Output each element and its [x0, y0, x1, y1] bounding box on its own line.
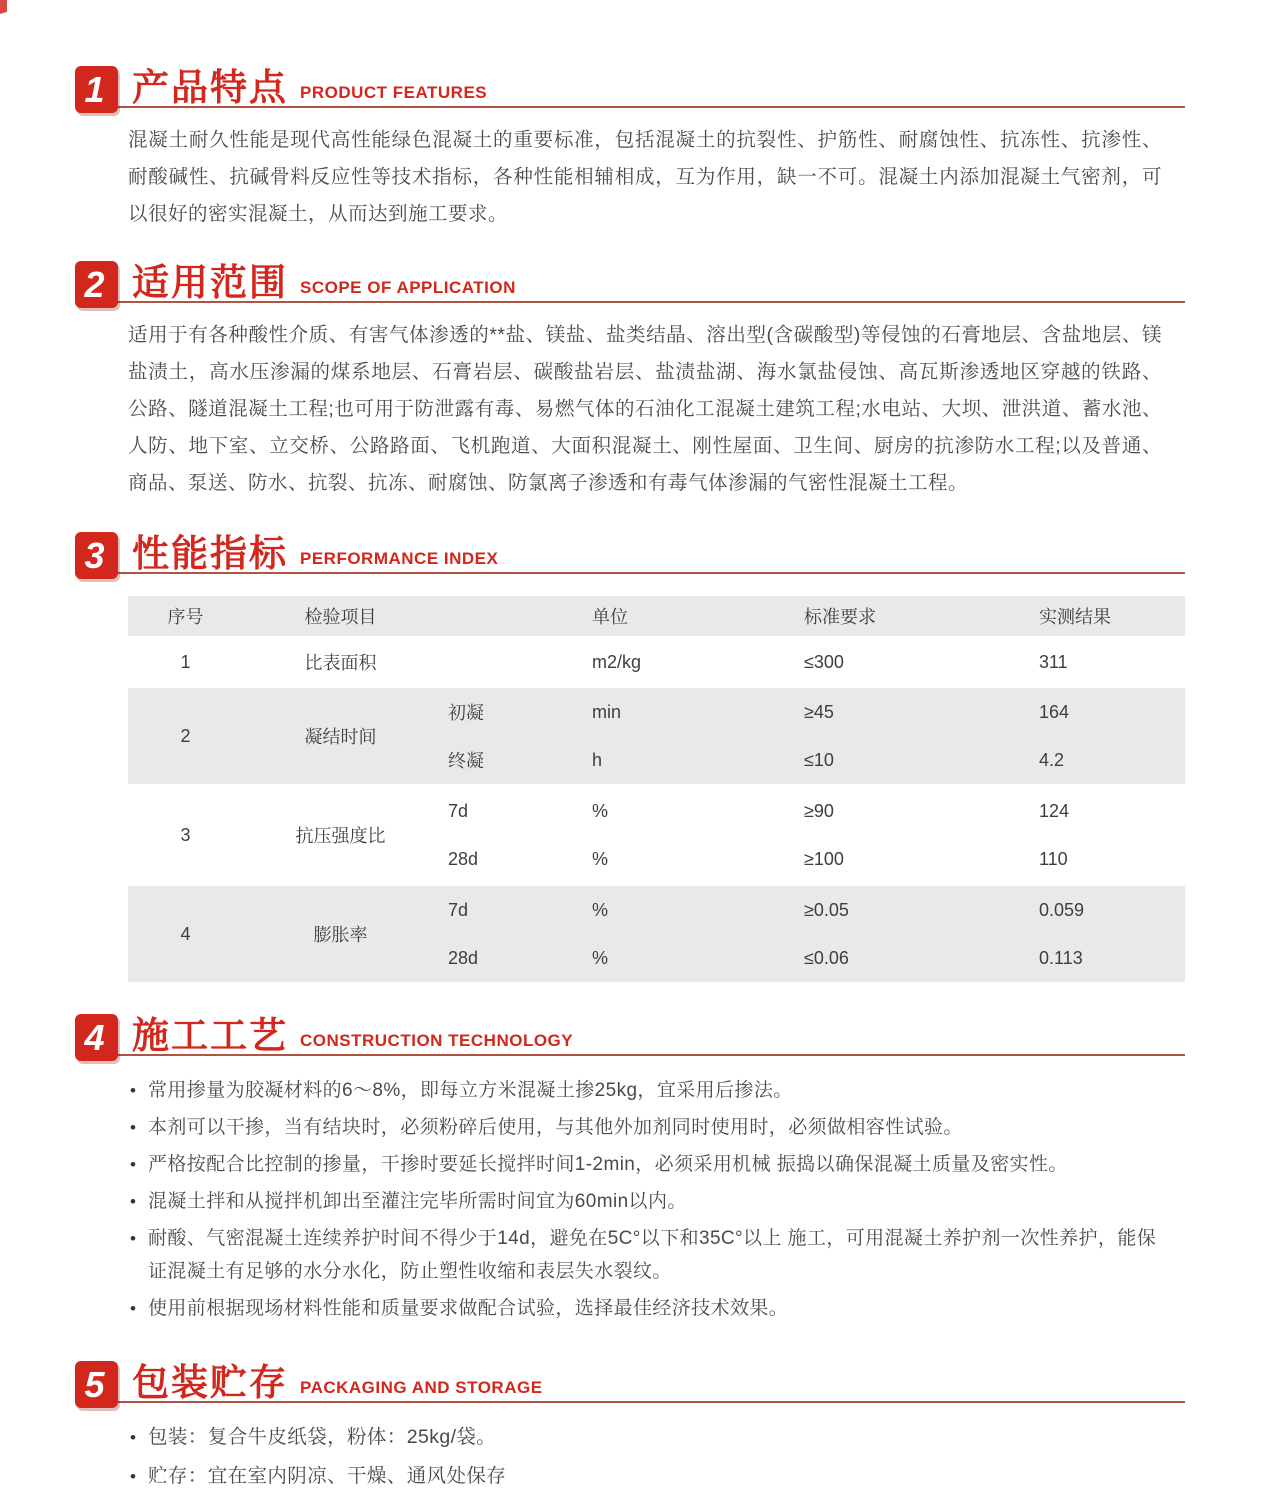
table-row [128, 886, 1185, 982]
page-corner-mark [0, 0, 7, 14]
list-item: • 使用前根据现场材料性能和质量要求做配合试验，选择最佳经济技术效果。 [128, 1292, 1168, 1325]
section-number-badge [75, 66, 118, 113]
list-item: • 混凝土拌和从搅拌机卸出至灌注完毕所需时间宜为60min以内。 [128, 1185, 1168, 1218]
table-header-result: 实测结果 [1039, 607, 1111, 627]
table-header-requirement: 标准要求 [804, 607, 876, 627]
section-number: 5 [84, 1363, 105, 1405]
section-number-badge [75, 1361, 118, 1408]
cell-requirement: ≥90 [804, 800, 834, 821]
section-title-zh: 性能指标 [132, 533, 288, 574]
cell-unit: m2/kg [592, 651, 642, 672]
table-subrow [438, 886, 1185, 934]
construction-bullet-list [128, 1074, 1168, 1325]
table-row [128, 639, 1185, 685]
table-header-unit: 单位 [592, 607, 628, 627]
cell-unit: % [592, 947, 609, 968]
section-title-zh: 产品特点 [132, 67, 288, 108]
cell-result: 311 [1039, 651, 1068, 672]
list-item: • 贮存：宜在室内阴凉、干燥、通风处保存 [128, 1460, 1168, 1493]
cell-sub: 28d [448, 848, 479, 869]
cell-result: 124 [1039, 800, 1070, 821]
table-subrow [438, 934, 1185, 982]
section-number: 2 [84, 263, 105, 305]
section-number: 4 [84, 1016, 105, 1058]
table-subrow [438, 736, 1185, 784]
table-subrow [438, 835, 1185, 883]
cell-sub: 终凝 [448, 751, 484, 771]
section-header [75, 1002, 1185, 1056]
cell-requirement: ≤10 [804, 749, 834, 770]
cell-sub: 7d [448, 800, 469, 821]
cell-requirement: ≥0.05 [804, 899, 849, 920]
list-item: • 耐酸、气密混凝土连续养护时间不得少于14d，避免在5C°以下和35C°以上 施工，可用混凝土养护剂一次性养护，能保证混凝土有足够的水分水化，防止塑性收缩和表层失水裂纹。 [128, 1222, 1168, 1288]
section-performance-index [75, 520, 1185, 982]
section-number: 3 [84, 534, 105, 576]
cell-unit: % [592, 800, 609, 821]
cell-unit: % [592, 899, 609, 920]
section-header [75, 249, 1185, 303]
cell-requirement: ≤300 [804, 651, 844, 672]
cell-no: 2 [180, 725, 191, 746]
cell-requirement: ≥45 [804, 701, 834, 722]
cell-item: 膨胀率 [313, 925, 368, 945]
section-paragraph: 混凝土耐久性能是现代高性能绿色混凝土的重要标准，包括混凝土的抗裂性、护筋性、耐腐蚀性、抗冻性、抗渗性、耐酸碱性、抗碱骨料反应性等技术指标，各种性能相辅相成，互为作用，缺一不可。混凝土内添加混凝土气密剂，可以很好的密实混凝土，从而达到施工要求。 [128, 129, 1162, 225]
performance-table [128, 596, 1185, 982]
section-title-en: SCOPE OF APPLICATION [300, 278, 516, 297]
section-title-zh: 适用范围 [132, 262, 288, 303]
section-title-en: PERFORMANCE INDEX [300, 549, 499, 568]
section-construction-technology [75, 1002, 1185, 1325]
cell-result: 164 [1039, 701, 1070, 722]
table-subrow [438, 688, 1185, 736]
section-title-zh: 包装贮存 [132, 1362, 288, 1403]
section-title-en: CONSTRUCTION TECHNOLOGY [300, 1031, 574, 1050]
cell-requirement: ≤0.06 [804, 947, 849, 968]
section-number-badge [75, 532, 118, 579]
cell-result: 0.059 [1039, 899, 1085, 920]
cell-unit: h [592, 749, 603, 770]
cell-no: 4 [180, 923, 191, 944]
cell-result: 4.2 [1039, 749, 1065, 770]
cell-item: 抗压强度比 [295, 826, 386, 846]
cell-requirement: ≥100 [804, 848, 844, 869]
section-header [75, 54, 1185, 108]
list-item: • 严格按配合比控制的掺量，干掺时要延长搅拌时间1-2min，必须采用机械 振捣以确保混凝土质量及密实性。 [128, 1148, 1168, 1181]
table-header-no: 序号 [167, 607, 204, 627]
table-row [128, 688, 1185, 784]
section-packaging-and-storage [75, 1349, 1185, 1493]
cell-item: 凝结时间 [304, 727, 377, 747]
list-item: • 本剂可以干掺，当有结块时，必须粉碎后使用，与其他外加剂同时使用时，必须做相容性试验。 [128, 1111, 1168, 1144]
section-header [75, 520, 1185, 574]
cell-no: 3 [180, 824, 191, 845]
cell-sub: 28d [448, 947, 479, 968]
cell-unit: % [592, 848, 609, 869]
list-item: • 包装：复合牛皮纸袋，粉体：25kg/袋。 [128, 1421, 1168, 1454]
cell-unit: min [592, 701, 622, 722]
section-number-badge [75, 1014, 118, 1061]
cell-result: 0.113 [1039, 947, 1083, 968]
section-number: 1 [84, 68, 105, 110]
cell-no: 1 [180, 651, 191, 672]
table-row [128, 787, 1185, 883]
list-item: • 常用掺量为胶凝材料的6～8%，即每立方米混凝土掺25kg，宜采用后掺法。 [128, 1074, 1168, 1107]
section-title-zh: 施工工艺 [132, 1015, 288, 1056]
cell-result: 110 [1039, 848, 1068, 869]
table-header-row [128, 596, 1185, 636]
table-subrow [438, 639, 1185, 685]
section-title-en: PRODUCT FEATURES [300, 83, 488, 102]
section-title-en: PACKAGING AND STORAGE [300, 1378, 543, 1397]
section-paragraph: 适用于有各种酸性介质、有害气体渗透的**盐、镁盐、盐类结晶、溶出型(含碳酸型)等侵蚀的石膏地层、含盐地层、镁盐渍土，高水压渗漏的煤系地层、石膏岩层、碳酸盐岩层、盐渍盐湖、海水氯盐侵蚀、高瓦斯渗透地区穿越的铁路、公路、隧道混凝土工程;也可用于防泄露有毒、易燃气体的石油化工混凝土建筑工程;水电站、大坝、泄洪道、蓄水池、人防、地下室、立交桥、公路路面、飞机跑道、大面积混凝土、刚性屋面、卫生间、厨房的抗渗防水工程;以及普通、商品、泵送、防水、抗裂、抗冻、耐腐蚀、防氯离子渗透和有毒气体渗漏的气密性混凝土工程。 [128, 324, 1162, 494]
packaging-bullet-list [128, 1421, 1168, 1493]
section-product-features [75, 54, 1185, 233]
cell-item: 比表面积 [304, 653, 377, 673]
section-header [75, 1349, 1185, 1403]
table-subrow [438, 787, 1185, 835]
cell-sub: 初凝 [448, 703, 484, 723]
section-scope-of-application [75, 249, 1185, 502]
cell-sub: 7d [448, 899, 469, 920]
table-header-item: 检验项目 [304, 607, 377, 627]
section-number-badge [75, 261, 118, 308]
